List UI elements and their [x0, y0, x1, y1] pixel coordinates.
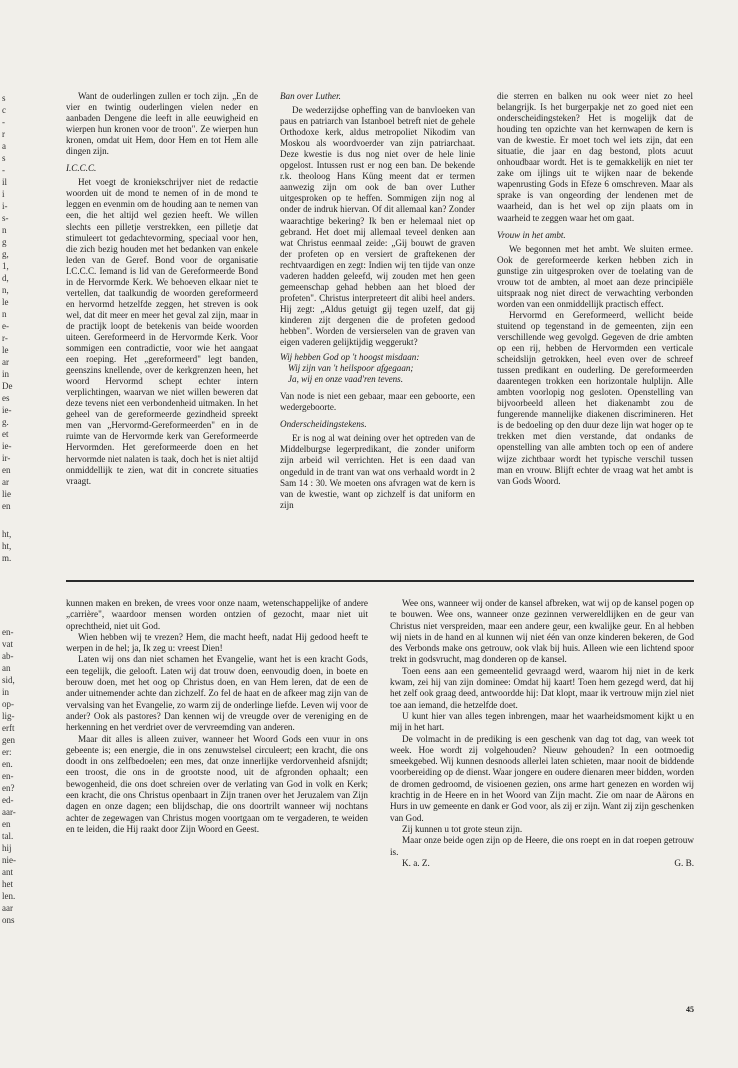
- gutter-fragment: ht,: [2, 541, 12, 551]
- gutter-fragment: ar: [2, 357, 9, 367]
- verse-line: Wij hebben God op 't hoogst misdaan:: [280, 352, 420, 363]
- paragraph: Wien hebben wij te vrezen? Hem, die macht heeft, nadat Hij gedood heeft te werpen in de hel; ja, Ik zeg u: vreest Dien!: [66, 631, 368, 654]
- gutter-fragment: le: [2, 297, 9, 307]
- gutter-fragment: en?: [2, 783, 15, 793]
- gutter-fragment: s: [2, 153, 6, 163]
- gutter-fragment: aar: [2, 903, 13, 913]
- verse-line: Wij zijn van 't heilspoor afgegaan;: [288, 363, 414, 374]
- paragraph: We begonnen met het ambt. We sluiten ermee. Ook de gereformeerde kerken hebben zich in gunstige zin uitgesproken over de toelating van de vrouw tot de ambten, al moet aan deze principiële uitspraak nog niet direct de verwachting verbonden worden van een onmiddellijk practisch effect.: [497, 243, 693, 309]
- paragraph: kunnen maken en breken, de vrees voor onze naam, wetenschappelijke of andere „carrière", waardoor mensen worden ontzien of gezocht, maar niet uit oprechtheid, niet uit God.: [66, 598, 368, 631]
- gutter-fragment: ab-: [2, 651, 14, 661]
- paragraph: Zij kunnen u tot grote steun zijn.: [402, 823, 523, 834]
- gutter-fragment: ie-: [2, 441, 12, 451]
- gutter-fragment: aar-: [2, 807, 16, 817]
- gutter-fragment: 1,: [2, 261, 9, 271]
- paragraph: Wee ons, wanneer wij onder de kansel afbreken, wat wij op de kansel pogen op te bouwen. Wee ons, wanneer onze gezinnen verwereldlijken en de geur van Christus niet verspreiden, maar een andere geur, een kwalijke geur. En al hebben wij niets in de hand en al kunnen wij niet één van onze kinderen bekeren, de God des Verbonds make ons getrouw, ook vlak bij huis. Alleen wie een lichtend spoor trekt in godsvrucht, mag donderen op de kansel.: [390, 598, 694, 665]
- gutter-fragment: g,: [2, 249, 9, 259]
- gutter-fragment: vat: [2, 639, 13, 649]
- paragraph: Maar onze beide ogen zijn op de Heere, die ons roept en in dat roepen getrouw is.: [390, 835, 694, 857]
- section-heading: Vrouw in het ambt.: [497, 229, 566, 240]
- gutter-fragment: an: [2, 663, 11, 673]
- section-divider: [66, 580, 694, 582]
- gutter-fragment: il: [2, 177, 8, 187]
- gutter-fragment: e-: [2, 321, 9, 331]
- gutter-fragments-top: [2, 92, 13, 512]
- section-heading: Onderscheidingstekens.: [280, 419, 367, 430]
- gutter-fragment: erft: [2, 723, 15, 733]
- gutter-fragment: ant: [2, 867, 13, 877]
- gutter-fragment: i-: [2, 201, 8, 211]
- gutter-fragment: -: [2, 165, 5, 175]
- top-column-3: [497, 91, 693, 571]
- gutter-fragment: hij: [2, 843, 12, 853]
- gutter-fragment: er:: [2, 747, 12, 757]
- gutter-fragment: -: [2, 117, 5, 127]
- paragraph: Het voegt de kroniekschrijver niet de redactie woorden uit de mond te nemen of in de mond te leggen en evenmin om de houding aan te nemen van een, die het altijd wel gezien heeft. We willen slechts een pilletje verstrekken, een pilletje dat stimuleert tot gedachtevorming, speciaal voor hen, die zich bezig houden met het bedanken van enkele leden van de Geref. Bond voor de organisatie I.C.C.C. Iemand is lid van de Gereformeerde Bond in de Hervormde Kerk. We behoeven elkaar niet te vertellen, dat taalkundig de woorden gereformeerd en hervormd hetzelfde zeggen, het streven is ook wel, dat dit meer en meer het geval zal zijn, maar in de practijk loopt de betekenis van beide woorden uiteen. Gereformeerd in de Hervormde Kerk. Voor sommigen een contradictie, voor wie het aangaat een roeping. Het „gereformeerd" legt banden, geenszins knellende, over de kerkgrenzen heen, het woord Hervormd schept echter intern verplichtingen, waarvan we niet willen beweren dat deze tevens niet een verbondenheid uitmaken. In het geheel van de gereformeerde gezindheid spreekt men van „Hervormd-Gereformeerden" en in de ruimte van de Hervormde kerk van Gereformeerde Hervormden. Het gereformeerde doen en het hervormde niet nalaten is taak, doch het is niet altijd onmiddellijk te zien, wat dit in concrete situaties vraagt.: [66, 177, 258, 486]
- gutter-fragment: r: [2, 129, 5, 139]
- gutter-fragment: et: [2, 429, 9, 439]
- gutter-fragment: in: [2, 687, 10, 697]
- gutter-fragment: le: [2, 345, 9, 355]
- gutter-fragment: c: [2, 105, 6, 115]
- gutter-fragment: tal.: [2, 831, 14, 841]
- paragraph: Laten wij ons dan niet schamen het Evangelie, want het is een kracht Gods, een tegelijk, die gelooft. Laten wij dat trouw doen, eenvoudig doen, in boete en berouw doen, met het oog op Christus doen, en van Hem leren, dat de een de ander uitnemender achte dan zichzelf. Zo fel de haat en de afkeer mag zijn van de vervalsing van het Evangelie, zo warm zij de onderlinge liefde. Leven wij voor de ander? Ook als pastores? Dan kennen wij de vreugde over de vereniging en de herkenning en het verdriet over de vervreemding van anderen.: [66, 654, 368, 733]
- gutter-fragment: ons: [2, 915, 15, 925]
- verse-quote: [280, 352, 475, 385]
- gutter-fragment: m.: [2, 553, 12, 563]
- gutter-fragment: en.: [2, 759, 13, 769]
- gutter-fragment: gen: [2, 735, 15, 745]
- gutter-fragment: en-: [2, 771, 14, 781]
- gutter-fragment: ar: [2, 477, 9, 487]
- gutter-fragment: s: [2, 93, 6, 103]
- gutter-fragment: De: [2, 381, 13, 391]
- gutter-fragment: en: [2, 501, 11, 511]
- gutter-fragment: ed-: [2, 795, 14, 805]
- bottom-column-left: [66, 598, 368, 993]
- gutter-fragment: g.: [2, 417, 9, 427]
- gutter-fragment: r-: [2, 333, 8, 343]
- paragraph: Er is nog al wat deining over het optreden van de Middelburgse legerpredikant, die zonder uniform zijn arbeid wil verrichten. Het is een daad van ongeduld in de trant van wat ons verhaald wordt in 2 Sam 14 : 30. We moeten ons afvragen wat de kern is van de kwestie, want op zichzelf is dat uniform en zijn: [280, 433, 475, 510]
- paragraph: De wederzijdse opheffing van de banvloeken van paus en patriarch van Istanboel betreft niet de gehele Orthodoxe kerk, aldus metropoliet Nikodim van Moskou als woordvoerder van zijn patriarchaat. Deze kwestie is dus nog niet over de hele linie opgelost. Intussen rust er nog een ban. De bekende r.k. theoloog Hans Küng meent dat er termen aanwezig zijn om ook de ban over Luther uitgesproken op te heffen. Sommigen zijn nog al onder de indruk hiervan. Of dit allemaal kan? Zonder waarachtige bekering? Ik ben er helemaal niet op gebrand. Het doet mij allemaal teveel denken aan wat Christus eenmaal zeide: „Gij bouwt de graven der profeten op en versiert de graftekenen der rechtvaardigen en zegt: Indien wij ten tijde van onze vaderen hadden geleefd, wij zouden met hen geen gemeenschap gehad hebben aan het bloed der profeten". Christus interpreteert dit alibi heel anders. Hij zegt: „Aldus getuigt gij tegen uzelf, dat gij kinderen zijt dergenen die de profeten gedood hebben". Worden de versierselen van de graven van eigen vaderen gelijktijdig weggerukt?: [280, 105, 475, 348]
- paragraph: Toen eens aan een gemeentelid gevraagd werd, waarom hij niet in de kerk kwam, zei hij van zijn dominee: Omdat hij kaart! Toen hem gezegd werd, dat hij het zelf ook graag deed, antwoordde hij: Dat klopt, maar ik vertrouw mijn ziel niet toe aan iemand, die hetzelfde doet.: [390, 665, 694, 710]
- gutter-fragment: es: [2, 393, 10, 403]
- top-column-2: [280, 91, 475, 571]
- section-heading: I.C.C.C.: [66, 163, 97, 174]
- paragraph: die sterren en balken nu ook weer niet zo heel belangrijk. Is het burgerpakje net zo goed niet een onderscheidingsteken? Het is mogelijk dat de houding ten opzichte van het kernwapen de kern is van de kwestie. Er moet toch wel iets zijn, dat een situatie, die jaar en dag bestond, plots acuut onhoudbaar wordt. Het is te gemakkelijk en niet ter zake om ijlings uit te wijken naar de bekende wapenrusting Gods in Efeze 6 omschreven. Maar als sprake is van ongeording der lendenen met de waarheid, dan is het wel op zijn plaats om in waarheid te zeggen waar het om gaat.: [497, 91, 693, 223]
- gutter-fragment: g: [2, 237, 7, 247]
- gutter-fragment: i: [2, 189, 5, 199]
- gutter-fragment: n: [2, 309, 7, 319]
- gutter-fragment: len.: [2, 891, 16, 901]
- paragraph: U kunt hier van alles tegen inbrengen, maar het waarheidsmoment kijkt u en mij in het hart.: [390, 710, 694, 733]
- gutter-fragments-mid: [2, 528, 11, 564]
- gutter-fragment: en: [2, 819, 11, 829]
- gutter-fragment: ir-: [2, 453, 11, 463]
- gutter-fragment: op-: [2, 699, 14, 709]
- top-column-1: [66, 91, 258, 571]
- gutter-fragment: d,: [2, 273, 9, 283]
- paragraph: Want de ouderlingen zullen er toch zijn. „En de vier en twintig ouderlingen vielen neder en aanbaden Dengene die leeft in alle eeuwigheid en wierpen hun kronen voor de troon". Ze wierpen hun kronen, omdat uit Hem, door Hem en tot Hem alle dingen zijn.: [66, 91, 258, 157]
- gutter-fragments-bottom: [2, 626, 16, 926]
- gutter-fragment: lie: [2, 489, 11, 499]
- signature-left: K. a. Z.: [402, 857, 430, 868]
- section-heading: Ban over Luther.: [280, 91, 341, 101]
- bottom-column-right: [390, 598, 694, 993]
- paragraph: Van node is niet een gebaar, maar een geboorte, een wedergeboorte.: [280, 391, 475, 413]
- page-number: 45: [686, 1005, 694, 1014]
- paragraph: De volmacht in de prediking is een geschenk van dag tot dag, van week tot week. Hoe wordt zij volgehouden? Nieuw gehouden? In een ootmoedig smeekgebed. Wij kunnen desnoods allerlei laten schieten, maar nooit de biddende voorbereiding op de dienst. Waar jongere en oudere dienaren meer bidden, worden de dromen gedroomd, de visioenen gezien, ons arme hart genezen en worden wij krachtig in de Heere en in het Woord van Zijn macht. Zie om naar de Aärons en Hurs in uw gemeente en dank er God voor, als zij er zijn. Want zij zijn geschenken van God.: [390, 733, 694, 823]
- gutter-fragment: nie-: [2, 855, 16, 865]
- gutter-fragment: in: [2, 369, 10, 379]
- gutter-fragment: het: [2, 879, 13, 889]
- verse-line: Ja, wij en onze vaad'ren tevens.: [288, 374, 403, 385]
- gutter-fragment: ie-: [2, 405, 12, 415]
- gutter-fragment: a: [2, 141, 6, 151]
- signature-line: [390, 858, 694, 869]
- paragraph: Maar dit alles is alleen zuiver, wanneer het Woord Gods een vuur in ons gebeente is; een energie, die in ons zenuwstelsel circuleert; een kracht, die ons doodt in ons zelfbedoelen; een mes, dat onze innerlijke verdorvenheid afsnijdt; een troost, die ons in de grootste nood, uit de afgronden ophaalt; een bewogenheid, die ons doet schreien over de verlating van God in volk en Kerk; een kracht, die ons Christus openbaart in Zijn tranen over het Jeruzalem van Zijn dagen en onze dagen; een blijdschap, die ons doortrilt wanneer wij nochtans achter de zegewagen van Christus mogen voortgaan om te vergaderen, te weiden en te leiden, die Hij raakt door Zijn Woord en Geest.: [66, 733, 368, 834]
- signature-right: G. B.: [674, 857, 694, 868]
- paragraph: Hervormd en Gereformeerd, wellicht beide stuitend op tegenstand in de gemeenten, zijn een verschillende weg gevolgd. Gegeven de drie ambten op een rij, hebben de Hervormden een verticale scheidslijn getrokken, heel even over de schreef tussen predikant en ouderling. De gereformeerden daarentegen trokken een horizontale hulplijn. Alle ambten voorlopig nog gesloten. Openstelling van bijvoorbeeld alleen het diakenambt zou de fungerende mannelijke diakenen discrimineren. Het is de bedoeling op den duur deze lijn wat hoger op te trekken met dien verstande, dat ondanks de openstelling van alle ambten toch op een of andere wijze zichtbaar wordt het typische verschil tussen man en vrouw. Blijft echter de vraag wat het ambt is van Gods Woord.: [497, 309, 693, 486]
- gutter-fragment: en: [2, 465, 11, 475]
- gutter-fragment: ht,: [2, 529, 12, 539]
- gutter-fragment: en-: [2, 627, 14, 637]
- gutter-fragment: n,: [2, 285, 9, 295]
- gutter-fragment: lig-: [2, 711, 15, 721]
- gutter-fragment: s-: [2, 213, 9, 223]
- gutter-fragment: sid,: [2, 675, 15, 685]
- gutter-fragment: n: [2, 225, 7, 235]
